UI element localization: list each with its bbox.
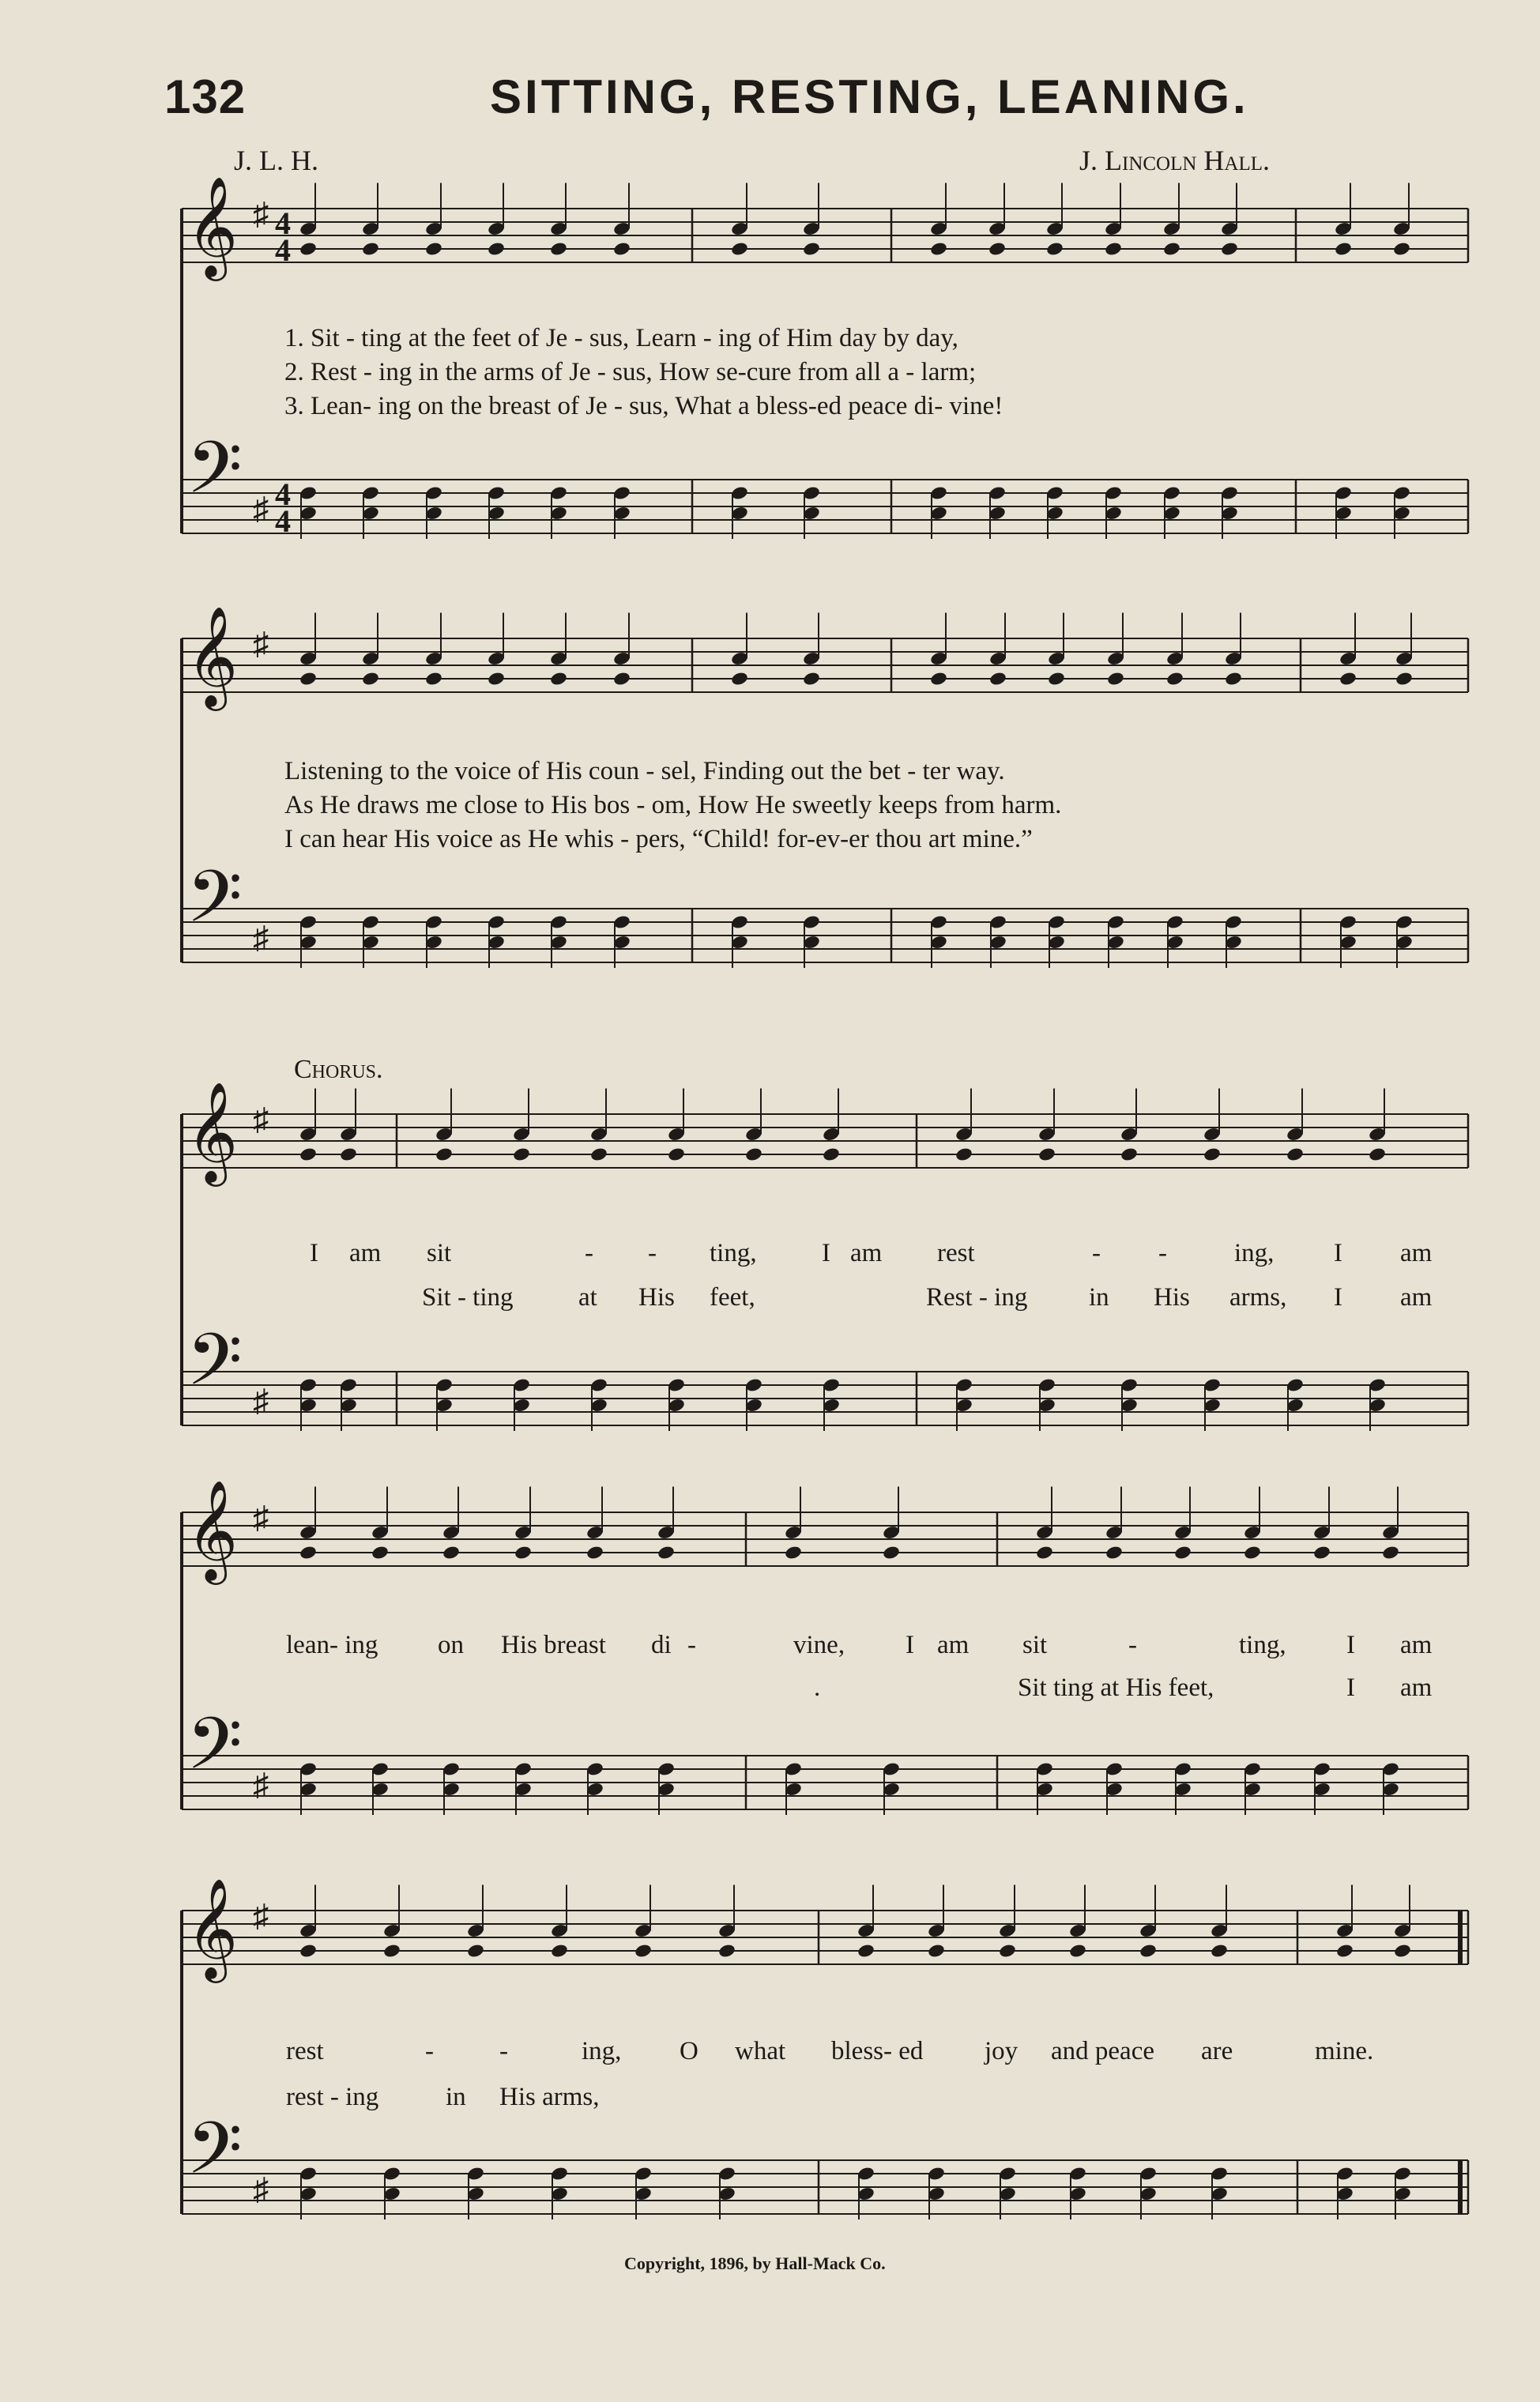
note-head — [424, 671, 443, 687]
note-head — [929, 671, 948, 687]
verse-2-line-2: As He draws me close to His bos - om, How He sweetly keeps from harm. — [284, 791, 1062, 819]
chorus-word: sit — [1022, 1631, 1048, 1659]
chorus-word: vine, — [793, 1631, 845, 1659]
music-credit: J. Lincoln Hall. — [1079, 145, 1271, 176]
note-head — [1393, 1943, 1412, 1959]
chorus-word: - — [1158, 1239, 1167, 1267]
chorus-word: I — [1346, 1673, 1355, 1702]
chorus-word: - — [425, 2037, 434, 2065]
treble-clef-icon: 𝄞 — [186, 1479, 239, 1580]
note-head — [744, 1146, 763, 1162]
chorus-word: joy — [985, 2037, 1019, 2065]
note-head — [1165, 671, 1184, 687]
note-head — [1068, 1943, 1087, 1959]
note-head — [802, 241, 821, 257]
note-head — [717, 1943, 736, 1959]
bass-clef-icon: 𝄢 — [186, 1702, 243, 1803]
note-head — [514, 1545, 533, 1561]
note-head — [612, 671, 631, 687]
note-head — [998, 1943, 1017, 1959]
note-head — [382, 1943, 401, 1959]
treble-clef-icon: 𝄞 — [186, 605, 239, 706]
chorus-word: - — [1092, 1239, 1101, 1267]
page-number: 132 — [164, 70, 247, 123]
chorus-word: feet, — [710, 1283, 755, 1312]
note-head — [1139, 1943, 1158, 1959]
bass-clef-icon: 𝄢 — [186, 2106, 243, 2208]
chorus-word: in — [1089, 1283, 1109, 1312]
chorus-word: ting, — [710, 1239, 757, 1267]
chorus-word: sit — [427, 1239, 452, 1267]
note-head — [1210, 1943, 1229, 1959]
chorus-word: Sit - ting — [422, 1283, 514, 1312]
chorus-word: I — [310, 1239, 318, 1267]
sharp-icon: ♯ — [253, 2171, 269, 2207]
treble-clef-icon: 𝄞 — [186, 1081, 239, 1182]
note-head — [589, 1146, 608, 1162]
chorus-word: Sit ting at His feet, — [1018, 1673, 1214, 1702]
verse-3-line-2: I can hear His voice as He whis - pers, “Child! for-ev-er thou art mine.” — [284, 825, 1033, 853]
note-head — [442, 1545, 461, 1561]
chorus-word: I — [822, 1239, 830, 1267]
note-head — [361, 671, 380, 687]
treble-clef-icon: 𝄞 — [186, 175, 239, 277]
note-head — [667, 1146, 686, 1162]
chorus-word: rest — [937, 1239, 975, 1267]
time-signature-treble: 4 — [275, 205, 291, 241]
note-head — [549, 241, 568, 257]
note-head — [299, 1545, 318, 1561]
note-head — [988, 671, 1007, 687]
note-head — [466, 1943, 485, 1959]
note-head — [1047, 671, 1066, 687]
chorus-word: . — [814, 1673, 821, 1702]
chorus-word: His — [1154, 1283, 1190, 1312]
note-head — [1339, 671, 1357, 687]
sharp-icon: ♯ — [253, 491, 269, 526]
bass-clef-icon: 𝄢 — [186, 855, 243, 956]
chorus-word: - — [499, 2037, 508, 2065]
note-head — [1037, 1146, 1056, 1162]
chorus-word: are — [1201, 2037, 1233, 2065]
chorus-word: - — [648, 1239, 657, 1267]
chorus-word: am — [349, 1239, 382, 1267]
chorus-word: I — [1334, 1239, 1342, 1267]
note-head — [822, 1146, 841, 1162]
chorus-word: mine. — [1315, 2037, 1374, 2065]
note-head — [339, 1146, 358, 1162]
words-credit: J. L. H. — [234, 145, 318, 176]
note-head — [424, 241, 443, 257]
chorus-word: - — [1128, 1631, 1137, 1659]
note-head — [612, 241, 631, 257]
chorus-word: am — [1400, 1283, 1433, 1312]
hymn-title: SITTING, RESTING, LEANING. — [490, 70, 1249, 123]
note-head — [730, 671, 749, 687]
time-signature-bass: 4 — [275, 503, 291, 539]
chorus-word: I — [906, 1631, 914, 1659]
sharp-icon: ♯ — [253, 1500, 269, 1535]
chorus-word: ing, — [582, 2037, 622, 2065]
note-head — [1035, 1545, 1054, 1561]
chorus-word: rest — [286, 2037, 324, 2065]
chorus-word: am — [850, 1239, 883, 1267]
copyright-notice: Copyright, 1896, by Hall-Mack Co. — [624, 2253, 886, 2273]
chorus-word: in — [446, 2083, 466, 2111]
note-head — [1104, 241, 1123, 257]
note-head — [1045, 241, 1064, 257]
chorus-word: am — [937, 1631, 970, 1659]
chorus-word: am — [1400, 1631, 1433, 1659]
chorus-word: lean- ing — [286, 1631, 378, 1659]
sharp-icon: ♯ — [253, 1383, 269, 1418]
note-head — [927, 1943, 946, 1959]
note-head — [802, 671, 821, 687]
chorus-word: ting, — [1239, 1631, 1286, 1659]
note-head — [549, 671, 568, 687]
note-head — [371, 1545, 390, 1561]
note-head — [435, 1146, 454, 1162]
note-head — [657, 1545, 676, 1561]
note-head — [299, 241, 318, 257]
note-head — [299, 671, 318, 687]
chorus-word: ing, — [1234, 1239, 1275, 1267]
chorus-word: di — [651, 1631, 672, 1659]
chorus-word: His arms, — [499, 2083, 600, 2111]
note-head — [1224, 671, 1243, 687]
chorus-word: I — [1334, 1283, 1342, 1312]
note-head — [1312, 1545, 1331, 1561]
note-head — [1120, 1146, 1139, 1162]
note-head — [512, 1146, 531, 1162]
chorus-word: on — [438, 1631, 464, 1659]
chorus-word: O — [680, 2037, 698, 2065]
chorus-word: His — [638, 1283, 675, 1312]
chorus-word: what — [735, 2037, 786, 2065]
note-head — [988, 241, 1007, 257]
note-head — [954, 1146, 973, 1162]
note-head — [1105, 1545, 1124, 1561]
note-head — [1106, 671, 1125, 687]
note-head — [1381, 1545, 1400, 1561]
verse-2-line-1: 2. Rest - ing in the arms of Je - sus, How se-cure from all a - larm; — [284, 358, 977, 386]
sharp-icon: ♯ — [253, 1101, 269, 1137]
chorus-word: His breast — [501, 1631, 606, 1659]
note-head — [857, 1943, 875, 1959]
chorus-word: arms, — [1229, 1283, 1287, 1312]
chorus-word: - — [687, 1631, 696, 1659]
verse-3-line-1: 3. Lean- ing on the breast of Je - sus, What a bless-ed peace di- vine! — [284, 392, 1003, 420]
verse-1-line-2: Listening to the voice of His coun - sel, Finding out the bet - ter way. — [284, 757, 1005, 785]
sharp-icon: ♯ — [253, 626, 269, 661]
note-head — [784, 1545, 803, 1561]
time-signature-bass: 4 — [275, 476, 291, 512]
note-head — [634, 1943, 653, 1959]
sharp-icon: ♯ — [253, 1898, 269, 1933]
time-signature-treble: 4 — [275, 232, 291, 268]
note-head — [550, 1943, 569, 1959]
chorus-word: at — [578, 1283, 597, 1312]
sharp-icon: ♯ — [253, 920, 269, 955]
note-head — [1243, 1545, 1262, 1561]
sharp-icon: ♯ — [253, 196, 269, 232]
note-head — [1203, 1146, 1222, 1162]
chorus-label: Chorus. — [294, 1055, 383, 1084]
sharp-icon: ♯ — [253, 1767, 269, 1802]
note-head — [1334, 241, 1353, 257]
bass-clef-icon: 𝄢 — [186, 426, 243, 527]
note-head — [361, 241, 380, 257]
note-head — [487, 671, 506, 687]
chorus-word: Rest - ing — [926, 1283, 1028, 1312]
note-head — [487, 241, 506, 257]
note-head — [1286, 1146, 1305, 1162]
chorus-word: - — [585, 1239, 593, 1267]
note-head — [1162, 241, 1181, 257]
chorus-word: and peace — [1051, 2037, 1154, 2065]
note-head — [299, 1943, 318, 1959]
note-head — [1335, 1943, 1354, 1959]
chorus-word: bless- ed — [831, 2037, 924, 2065]
note-head — [1173, 1545, 1192, 1561]
note-head — [299, 1146, 318, 1162]
note-head — [882, 1545, 901, 1561]
note-head — [1368, 1146, 1387, 1162]
note-head — [1392, 241, 1411, 257]
chorus-word: am — [1400, 1239, 1433, 1267]
note-head — [730, 241, 749, 257]
treble-clef-icon: 𝄞 — [186, 1877, 239, 1978]
note-head — [1220, 241, 1239, 257]
note-head — [1395, 671, 1414, 687]
chorus-word: I — [1346, 1631, 1355, 1659]
verse-1-line-1: 1. Sit - ting at the feet of Je - sus, Learn - ing of Him day by day, — [284, 324, 958, 352]
note-head — [586, 1545, 604, 1561]
note-head — [929, 241, 948, 257]
chorus-word: rest - ing — [286, 2083, 379, 2111]
chorus-word: am — [1400, 1673, 1433, 1702]
bass-clef-icon: 𝄢 — [186, 1318, 243, 1419]
